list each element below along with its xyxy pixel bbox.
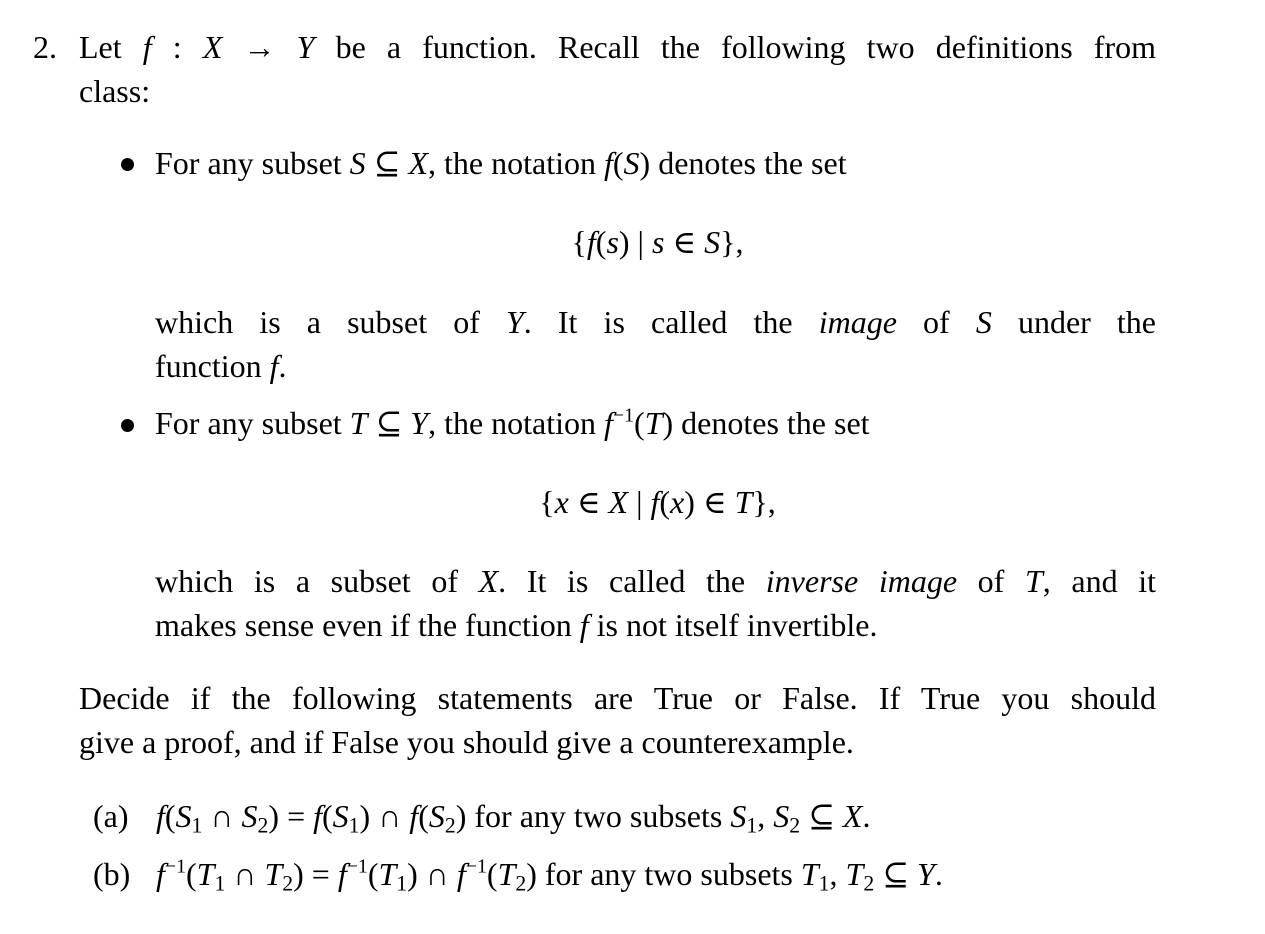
problem-intro-line-2: class: bbox=[79, 73, 151, 109]
definition-inverse-image-display-formula: {x ∈ X | f(x) ∈ T}, bbox=[539, 484, 776, 520]
definition-inverse-image-explanation-line-1: which is a subset of X. It is called the inverse image of T, and it bbox=[155, 563, 1157, 599]
instructions-line-1: Decide if the following statements are True or False. If True you should bbox=[79, 680, 1156, 716]
part-b-label: (b) bbox=[93, 856, 131, 892]
definition-inverse-image-explanation-line-2: makes sense even if the function f is not itself invertible. bbox=[155, 607, 878, 643]
part-a-label: (a) bbox=[93, 798, 129, 834]
definition-image-explanation-line-1: which is a subset of Y. It is called the image of S under the bbox=[155, 304, 1157, 340]
definition-image-intro: For any subset S ⊆ X, the notation f(S) denotes the set bbox=[155, 145, 847, 181]
problem-intro-line-1: Let f : X → Y be a function. Recall the following two definitions from bbox=[79, 29, 1157, 65]
part-b-statement: $f^{-1}(T_1$ ∩ $T_2) = f^{-1}(T_1)$ ∩ $f^{-1}(T_2)$ for any two subsets $T_1$, $T_2$ ⊆ Y. bbox=[156, 855, 943, 896]
bullet-icon bbox=[121, 158, 134, 171]
problem-number: 2. bbox=[33, 29, 57, 65]
definition-image-display-formula: {f(s) | s ∈ S}, bbox=[571, 224, 744, 260]
definition-image-explanation-line-2: function f. bbox=[155, 348, 287, 384]
bullet-icon bbox=[121, 419, 134, 432]
definition-inverse-image-intro: For any subset T ⊆ Y, the notation $f^{-1}(T)$ denotes the set bbox=[155, 404, 870, 441]
part-a-statement: $f(S_1$ ∩ $S_2) = f(S_1)$ ∩ $f(S_2)$ for any two subsets $S_1$, $S_2$ ⊆ X. bbox=[156, 798, 871, 838]
instructions-line-2: give a proof, and if False you should give a counterexample. bbox=[79, 724, 854, 760]
